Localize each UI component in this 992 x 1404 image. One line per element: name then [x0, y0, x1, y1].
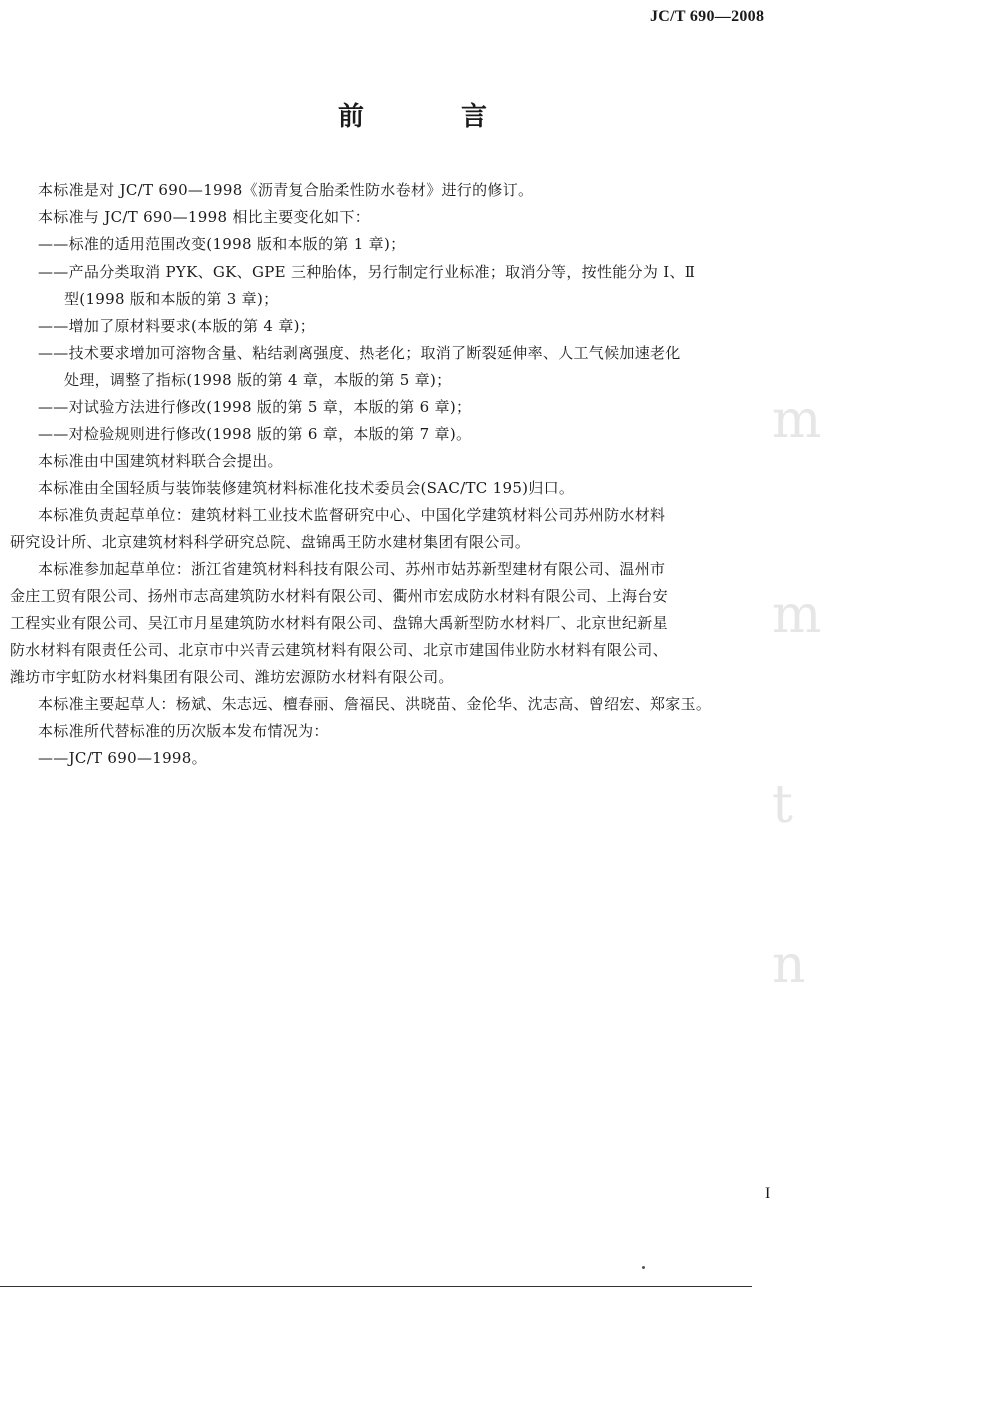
text-line: 型(1998 版和本版的第 3 章)；	[64, 290, 279, 308]
watermark-letter: n	[772, 935, 806, 995]
text-line: 金庄工贸有限公司、扬州市志高建筑防水材料有限公司、衢州市宏成防水材料有限公司、上海台安	[10, 587, 668, 605]
text-line: ——标准的适用范围改变(1998 版和本版的第 1 章)；	[38, 235, 406, 253]
page-title: 前 言	[338, 102, 532, 132]
text-line: 本标准由中国建筑材料联合会提出。	[38, 452, 283, 470]
text-line: 本标准参加起草单位：浙江省建筑材料科技有限公司、苏州市姑苏新型建材有限公司、温州市	[38, 560, 666, 578]
text-line: 本标准主要起草人：杨斌、朱志远、檀春丽、詹福民、洪晓苗、金伦华、沈志高、曾绍宏、郑家玉。	[38, 695, 712, 713]
watermark-letter: m	[772, 585, 822, 645]
text-line: ——JC/T 690—1998。	[38, 749, 207, 767]
text-line: ——技术要求增加可溶物含量、粘结剥离强度、热老化；取消了断裂延伸率、人工气候加速老化	[38, 344, 681, 362]
text-line: ——增加了原材料要求(本版的第 4 章)；	[38, 317, 316, 335]
text-line: 防水材料有限责任公司、北京市中兴青云建筑材料有限公司、北京市建国伟业防水材料有限公司、	[10, 641, 668, 659]
page-number: I	[765, 1185, 771, 1202]
text-line: 本标准负责起草单位：建筑材料工业技术监督研究中心、中国化学建筑材料公司苏州防水材料	[38, 506, 666, 524]
text-line: 研究设计所、北京建筑材料科学研究总院、盘锦禹王防水建材集团有限公司。	[10, 533, 531, 551]
text-line: ——产品分类取消 PYK、GK、GPE 三种胎体，另行制定行业标准；取消分等，按性能分为 Ⅰ、Ⅱ	[38, 263, 696, 281]
text-line: 本标准与 JC/T 690—1998 相比主要变化如下：	[38, 208, 371, 226]
text-line: 潍坊市宇虹防水材料集团有限公司、潍坊宏源防水材料有限公司。	[10, 668, 454, 686]
scan-speck	[642, 1266, 645, 1269]
text-line: 本标准是对 JC/T 690—1998《沥青复合胎柔性防水卷材》进行的修订。	[38, 181, 534, 199]
text-line: 工程实业有限公司、吴江市月星建筑防水材料有限公司、盘锦大禹新型防水材料厂、北京世纪新星	[10, 614, 668, 632]
text-line: 处理，调整了指标(1998 版的第 4 章，本版的第 5 章)；	[64, 371, 452, 389]
text-line: ——对检验规则进行修改(1998 版的第 6 章，本版的第 7 章)。	[38, 425, 472, 443]
text-line: ——对试验方法进行修改(1998 版的第 5 章，本版的第 6 章)；	[38, 398, 472, 416]
text-line: 本标准由全国轻质与装饰装修建筑材料标准化技术委员会(SAC/TC 195)归口。	[38, 479, 575, 497]
bottom-rule	[0, 1286, 752, 1287]
standard-code: JC/T 690—2008	[650, 8, 765, 25]
watermark-letter: t	[772, 775, 793, 835]
watermark-letter: m	[772, 390, 822, 450]
text-line: 本标准所代替标准的历次版本发布情况为：	[38, 722, 329, 740]
